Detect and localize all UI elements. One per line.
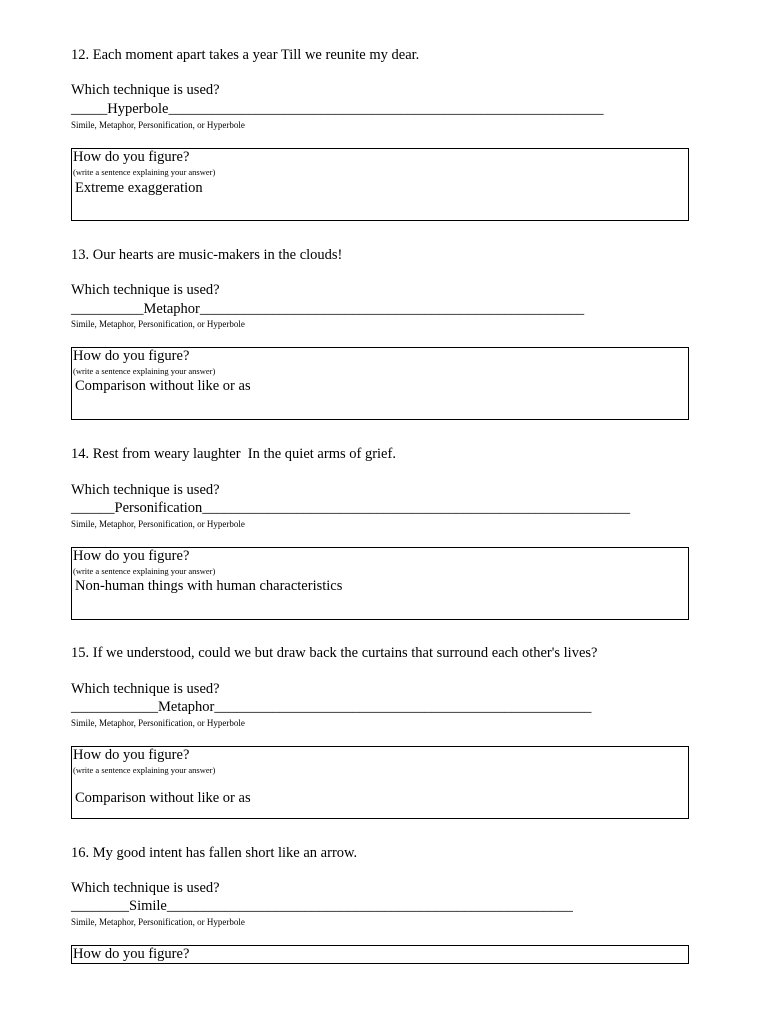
question-13-technique-label: Which technique is used?	[71, 282, 220, 298]
question-12-explanation-box[interactable]	[71, 148, 689, 221]
question-13-box-title: How do you figure?	[73, 348, 190, 364]
question-14-options-hint: Simile, Metaphor, Personification, or Hyperbole	[71, 519, 245, 529]
question-12-prompt: 12. Each moment apart takes a year Till we reunite my dear.	[71, 47, 420, 63]
question-14-prompt: 14. Rest from weary laughter In the quiet arms of grief.	[71, 446, 396, 462]
question-15-prompt: 15. If we understood, could we but draw back the curtains that surround each other's lives?	[71, 645, 598, 661]
question-13-technique-answer[interactable]: __________Metaphor_____________________________________________________	[71, 301, 585, 317]
question-16-technique-answer[interactable]: ________Simile________________________________________________________	[71, 898, 573, 914]
question-12-box-subtitle: (write a sentence explaining your answer)	[73, 167, 216, 177]
question-16-box-title: How do you figure?	[73, 946, 190, 962]
question-14-explanation[interactable]: Non-human things with human characteristics	[75, 578, 343, 594]
question-16-prompt: 16. My good intent has fallen short like an arrow.	[71, 845, 358, 861]
question-13-box-subtitle: (write a sentence explaining your answer)	[73, 366, 216, 376]
question-16-technique-label: Which technique is used?	[71, 880, 220, 896]
question-12-options-hint: Simile, Metaphor, Personification, or Hyperbole	[71, 120, 245, 130]
question-14-technique-label: Which technique is used?	[71, 482, 220, 498]
question-14-technique-answer[interactable]: ______Personification___________________________________________________________	[71, 500, 631, 516]
question-12-technique-label: Which technique is used?	[71, 82, 220, 98]
question-13-explanation-box[interactable]	[71, 347, 689, 420]
question-12-technique-answer[interactable]: _____Hyperbole____________________________________________________________	[71, 101, 604, 117]
question-14-box-title: How do you figure?	[73, 548, 190, 564]
question-14-explanation-box[interactable]	[71, 547, 689, 620]
question-15-explanation-box[interactable]	[71, 746, 689, 819]
question-15-box-subtitle: (write a sentence explaining your answer)	[73, 765, 216, 775]
question-14-box-subtitle: (write a sentence explaining your answer)	[73, 566, 216, 576]
question-15-technique-label: Which technique is used?	[71, 681, 220, 697]
question-16-options-hint: Simile, Metaphor, Personification, or Hyperbole	[71, 917, 245, 927]
question-13-prompt: 13. Our hearts are music-makers in the clouds!	[71, 247, 343, 263]
question-12-box-title: How do you figure?	[73, 149, 190, 165]
question-13-options-hint: Simile, Metaphor, Personification, or Hyperbole	[71, 319, 245, 329]
question-15-explanation[interactable]: Comparison without like or as	[75, 790, 251, 806]
question-16-explanation-box[interactable]	[71, 945, 689, 964]
question-15-options-hint: Simile, Metaphor, Personification, or Hyperbole	[71, 718, 245, 728]
question-12-explanation[interactable]: Extreme exaggeration	[75, 180, 203, 196]
question-13-explanation[interactable]: Comparison without like or as	[75, 378, 251, 394]
question-15-technique-answer[interactable]: ____________Metaphor____________________________________________________	[71, 699, 592, 715]
question-15-box-title: How do you figure?	[73, 747, 190, 763]
